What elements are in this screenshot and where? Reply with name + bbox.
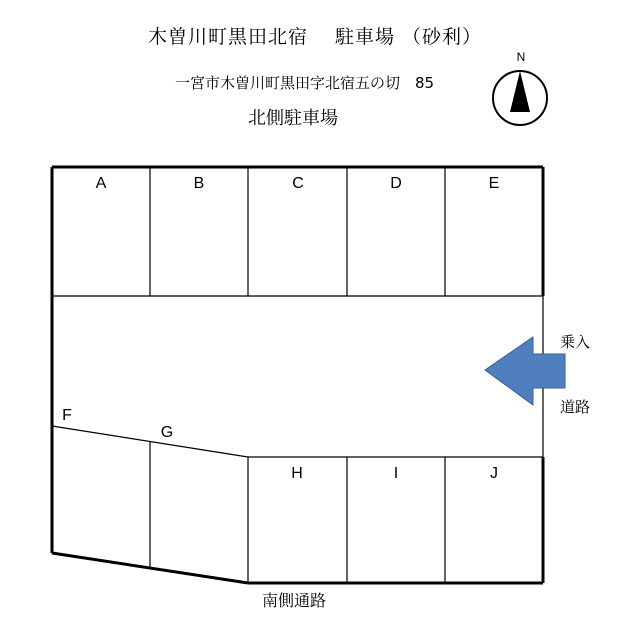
entry-label: 乗入 — [560, 333, 591, 351]
slot-label-d: D — [390, 175, 402, 192]
slot-label-j: J — [490, 465, 498, 482]
slot-label-i: I — [393, 465, 399, 482]
stall-dividers — [52, 167, 543, 583]
slot-label-c: C — [292, 175, 304, 192]
lot-subtitle: 北側駐車場 — [248, 108, 338, 129]
lot-outline — [52, 167, 543, 583]
south-road-label: 南側通路 — [262, 591, 327, 610]
north-arrow-icon — [493, 71, 547, 125]
entry-arrow-icon — [485, 337, 565, 405]
slot-label-e: E — [488, 175, 500, 192]
slot-label-b: B — [193, 175, 205, 192]
compass-north-label: N — [516, 50, 526, 64]
slot-label-f: F — [62, 407, 72, 424]
address-text: 一宮市木曽川町黒田字北宿五の切 85 — [175, 74, 435, 92]
page-title: 木曽川町黒田北宿 駐車場 （砂利） — [147, 26, 483, 48]
slot-label-g: G — [160, 424, 174, 441]
road-label: 道路 — [560, 398, 591, 416]
slot-label-h: H — [291, 465, 303, 482]
slot-label-a: A — [95, 175, 107, 192]
